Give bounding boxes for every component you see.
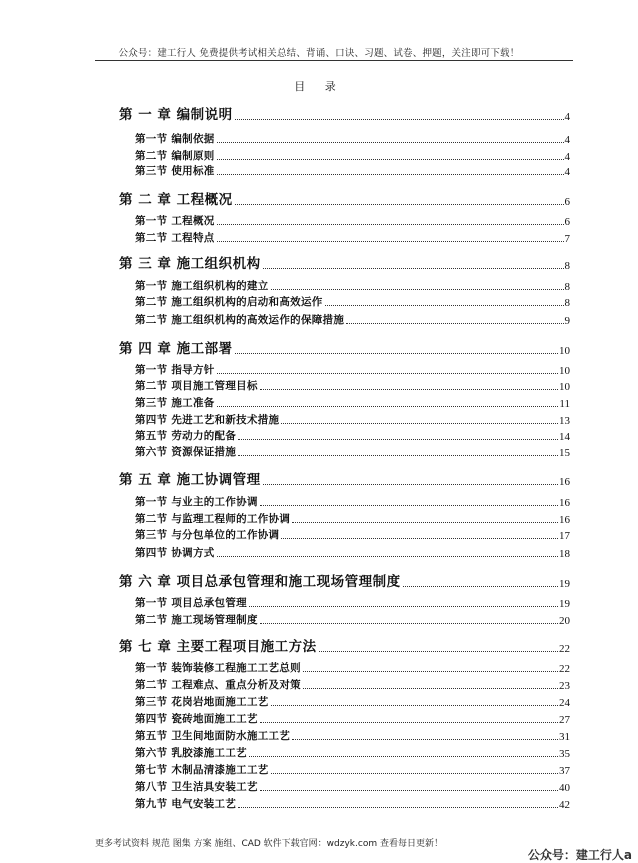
toc-section-4-1-row[interactable]: [135, 362, 570, 377]
toc-section-3-1-row[interactable]: [135, 278, 570, 293]
toc-chapter-7-page: 22: [559, 643, 570, 655]
toc-section-6-1-title: 第一节 项目总承包管理: [135, 597, 247, 609]
dot-leader: [292, 739, 558, 740]
toc-chapter-5-row[interactable]: [119, 468, 570, 488]
dot-leader: [217, 406, 559, 407]
toc-section-4-2-title: 第二节 项目施工管理目标: [135, 380, 258, 392]
dot-leader: [263, 484, 558, 485]
dot-leader: [235, 353, 558, 354]
toc-section-3-3-row[interactable]: [135, 312, 570, 327]
toc-section-5-1-row[interactable]: [135, 494, 570, 509]
toc-chapter-3-title: 第 三 章 施工组织机构: [119, 256, 261, 272]
dot-leader: [249, 756, 558, 757]
toc-section-7-3-row[interactable]: [135, 694, 570, 709]
dot-leader: [292, 522, 558, 523]
dot-leader: [217, 241, 564, 242]
toc-section-6-2-title: 第二节 施工现场管理制度: [135, 614, 258, 626]
page-footer: 更多考试资料 规范 图集 方案 施组、CAD 软件下载官网：wdzyk.com 查看每日更新！: [95, 839, 443, 849]
toc-section-7-9-page: 42: [559, 799, 570, 811]
toc-section-4-5-page: 14: [559, 431, 570, 443]
dot-leader: [235, 119, 564, 120]
toc-section-4-3-page: 11: [559, 398, 570, 410]
toc-section-5-4-title: 第四节 协调方式: [135, 547, 215, 559]
toc-section-2-1-page: 6: [564, 216, 570, 228]
toc-section-1-2-page: 4: [564, 151, 570, 163]
toc-section-4-2-row[interactable]: [135, 378, 570, 393]
dot-leader: [346, 323, 563, 324]
dot-leader: [217, 556, 558, 557]
toc-chapter-1-page: 4: [564, 111, 570, 123]
dot-leader: [260, 389, 558, 390]
toc-section-7-5-row[interactable]: [135, 728, 570, 743]
toc-section-6-1-row[interactable]: [135, 595, 570, 610]
toc-section-5-3-row[interactable]: [135, 527, 570, 542]
toc-section-1-2-row[interactable]: [135, 148, 570, 163]
dot-leader: [260, 505, 558, 506]
toc-section-7-4-row[interactable]: [135, 711, 570, 726]
toc-section-4-1-title: 第一节 指导方针: [135, 364, 215, 376]
toc-section-3-1-page: 8: [564, 281, 570, 293]
dot-leader: [319, 651, 558, 652]
toc-section-6-2-row[interactable]: [135, 612, 570, 627]
toc-chapter-7-title: 第 七 章 主要工程项目施工方法: [119, 639, 317, 655]
toc-section-4-6-row[interactable]: [135, 444, 570, 459]
toc-section-1-1-row[interactable]: [135, 131, 570, 146]
toc-section-4-2-page: 10: [559, 381, 570, 393]
toc-section-1-1-title: 第一节 编制依据: [135, 133, 215, 145]
toc-section-7-2-page: 23: [559, 680, 570, 692]
toc-section-7-1-page: 22: [559, 663, 570, 675]
toc-section-7-5-title: 第五节 卫生间地面防水施工工艺: [135, 730, 291, 742]
toc-section-2-2-row[interactable]: [135, 230, 570, 245]
toc-chapter-3-row[interactable]: [119, 252, 570, 272]
toc-chapter-1-title: 第 一 章 编制说明: [119, 107, 233, 123]
toc-chapter-4-page: 10: [559, 345, 570, 357]
dot-leader: [303, 671, 558, 672]
toc-section-7-3-title: 第三节 花岗岩地面施工工艺: [135, 696, 269, 708]
toc-section-2-1-title: 第一节 工程概况: [135, 215, 215, 227]
toc-section-4-4-row[interactable]: [135, 412, 570, 427]
toc-chapter-1-row[interactable]: [119, 103, 570, 123]
toc-section-5-2-title: 第二节 与监理工程师的工作协调: [135, 513, 291, 525]
toc-section-3-2-title: 第二节 施工组织机构的启动和高效运作: [135, 296, 323, 308]
dot-leader: [271, 705, 558, 706]
toc-section-5-1-page: 16: [559, 497, 570, 509]
dot-leader: [260, 722, 558, 723]
dot-leader: [303, 688, 558, 689]
toc-section-4-5-title: 第五节 劳动力的配备: [135, 430, 237, 442]
toc-chapter-5-page: 16: [559, 476, 570, 488]
dot-leader: [238, 455, 558, 456]
toc-section-4-4-title: 第四节 先进工艺和新技术措施: [135, 414, 280, 426]
toc-section-4-1-page: 10: [559, 365, 570, 377]
dot-leader: [217, 224, 564, 225]
toc-chapter-4-title: 第 四 章 施工部署: [119, 341, 233, 357]
toc-section-7-7-row[interactable]: [135, 762, 570, 777]
toc-section-4-3-row[interactable]: [135, 395, 570, 410]
toc-section-4-4-page: 13: [559, 415, 570, 427]
toc-section-1-3-row[interactable]: [135, 163, 570, 178]
toc-section-4-3-title: 第三节 施工准备: [135, 397, 215, 409]
toc-chapter-6-page: 19: [559, 578, 570, 590]
toc-chapter-2-page: 6: [564, 196, 570, 208]
toc-chapter-4-row[interactable]: [119, 337, 570, 357]
dot-leader: [217, 159, 564, 160]
toc-section-7-5-page: 31: [559, 731, 570, 743]
toc-section-1-3-title: 第三节 使用标准: [135, 165, 215, 177]
toc-section-4-5-row[interactable]: [135, 428, 570, 443]
toc-section-5-4-row[interactable]: [135, 545, 570, 560]
toc-section-7-2-row[interactable]: [135, 677, 570, 692]
toc-section-5-1-title: 第一节 与业主的工作协调: [135, 496, 258, 508]
toc-section-7-6-page: 35: [559, 748, 570, 760]
toc-section-2-1-row[interactable]: [135, 213, 570, 228]
toc-section-7-9-title: 第九节 电气安装工艺: [135, 798, 237, 810]
toc-section-5-3-title: 第三节 与分包单位的工作协调: [135, 529, 280, 541]
toc-section-7-4-title: 第四节 瓷砖地面施工工艺: [135, 713, 258, 725]
toc-section-7-2-title: 第二节 工程难点、重点分析及对策: [135, 679, 301, 691]
dot-leader: [271, 289, 564, 290]
dot-leader: [238, 807, 558, 808]
toc-section-5-3-page: 17: [559, 530, 570, 542]
toc-section-7-6-row[interactable]: [135, 745, 570, 760]
toc-section-3-3-page: 9: [564, 315, 570, 327]
toc-section-3-2-page: 8: [564, 297, 570, 309]
toc-section-7-6-title: 第六节 乳胶漆施工工艺: [135, 747, 247, 759]
dot-leader: [281, 423, 558, 424]
toc-section-7-8-title: 第八节 卫生洁具安装工艺: [135, 781, 258, 793]
toc-section-5-4-page: 18: [559, 548, 570, 560]
toc-chapter-6-title: 第 六 章 项目总承包管理和施工现场管理制度: [119, 574, 401, 590]
toc-chapter-3-page: 8: [564, 260, 570, 272]
toc-section-4-6-title: 第六节 资源保证措施: [135, 446, 237, 458]
dot-leader: [271, 773, 558, 774]
toc-chapter-2-row[interactable]: [119, 188, 570, 208]
toc-chapter-7-row[interactable]: [119, 635, 570, 655]
watermark: 公众号：建工行人a: [527, 848, 632, 862]
toc-section-6-1-page: 19: [559, 598, 570, 610]
dot-leader: [217, 174, 564, 175]
dot-leader: [249, 606, 558, 607]
dot-leader: [325, 305, 564, 306]
toc-section-6-2-page: 20: [559, 615, 570, 627]
toc-chapter-6-row[interactable]: [119, 570, 570, 590]
dot-leader: [281, 538, 558, 539]
dot-leader: [260, 623, 558, 624]
header-divider: [95, 60, 573, 61]
toc-section-4-6-page: 15: [559, 447, 570, 459]
dot-leader: [217, 373, 558, 374]
dot-leader: [403, 586, 558, 587]
toc-section-7-9-row[interactable]: [135, 796, 570, 811]
toc-section-7-7-title: 第七节 木制品清漆施工工艺: [135, 764, 269, 776]
dot-leader: [235, 204, 564, 205]
toc-section-7-1-title: 第一节 装饰装修工程施工工艺总则: [135, 662, 301, 674]
toc-section-1-1-page: 4: [564, 134, 570, 146]
dot-leader: [238, 439, 558, 440]
toc-section-3-3-title: 第二节 施工组织机构的高效运作的保障措施: [135, 314, 345, 326]
dot-leader: [263, 268, 564, 269]
toc-section-7-7-page: 37: [559, 765, 570, 777]
toc-chapter-5-title: 第 五 章 施工协调管理: [119, 472, 261, 488]
toc-title: 目 录: [294, 80, 344, 93]
toc-section-2-2-title: 第二节 工程特点: [135, 232, 215, 244]
toc-section-1-2-title: 第二节 编制原则: [135, 150, 215, 162]
toc-section-2-2-page: 7: [564, 233, 570, 245]
dot-leader: [260, 790, 558, 791]
toc-section-7-8-page: 40: [559, 782, 570, 794]
toc-section-7-8-row[interactable]: [135, 779, 570, 794]
toc-chapter-2-title: 第 二 章 工程概况: [119, 192, 233, 208]
toc-section-7-3-page: 24: [559, 697, 570, 709]
toc-section-7-4-page: 27: [559, 714, 570, 726]
toc-section-3-1-title: 第一节 施工组织机构的建立: [135, 280, 269, 292]
dot-leader: [217, 142, 564, 143]
toc-section-3-2-row[interactable]: [135, 294, 570, 309]
toc-section-1-3-page: 4: [564, 166, 570, 178]
toc-section-5-2-row[interactable]: [135, 511, 570, 526]
toc-section-5-2-page: 16: [559, 514, 570, 526]
page-header: 公众号：建工行人 免费提供考试相关总结、背诵、口诀、习题、试卷、押题，关注即可下载！: [118, 48, 520, 59]
toc-section-7-1-row[interactable]: [135, 660, 570, 675]
